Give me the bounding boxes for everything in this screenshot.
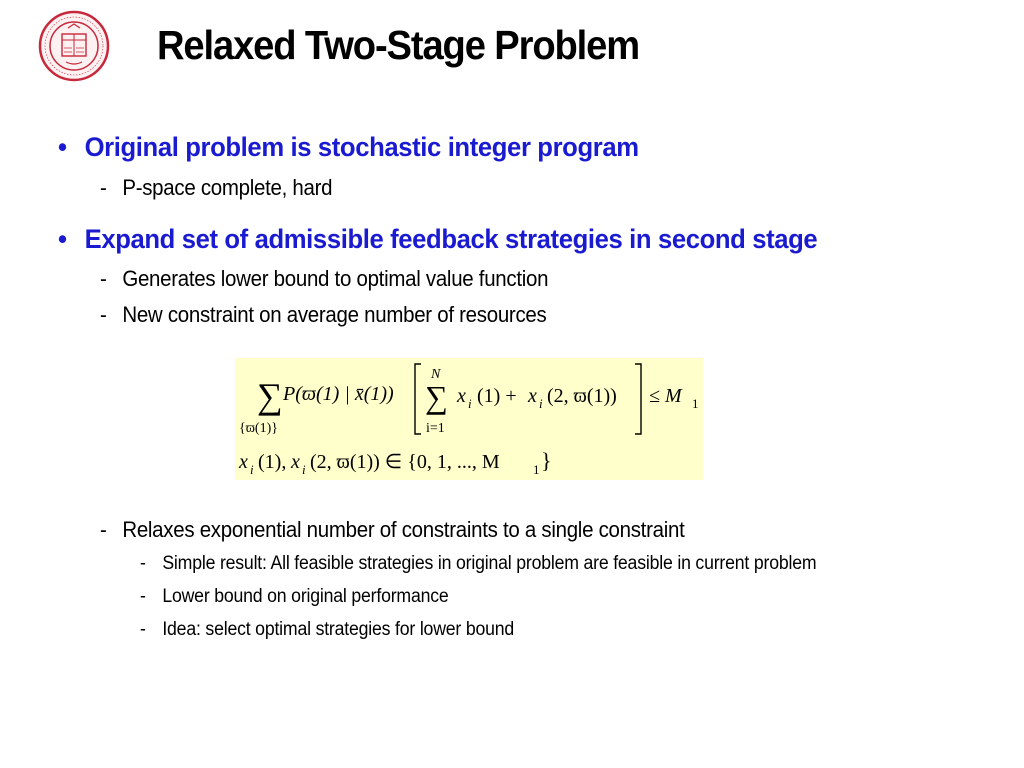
slide-title: Relaxed Two-Stage Problem — [157, 22, 640, 68]
subbullet-new-constraint: - New constraint on average number of resources — [100, 302, 547, 327]
subsub-simple-result: - Simple result: All feasible strategies in original problem are feasible in current problem — [140, 553, 817, 574]
subbullet-relaxes: - Relaxes exponential number of constraints to a single constraint — [100, 517, 685, 542]
sum-subscript: {ϖ(1)} — [239, 421, 278, 436]
x-var-2: x — [528, 385, 537, 407]
probability-expr: P(ϖ(1) | x̄(1)) — [283, 383, 394, 405]
line2-x2-sub: i — [302, 462, 306, 477]
bullet-original-problem — [58, 132, 639, 163]
bullet-text: Original problem is stochastic integer program — [84, 132, 639, 162]
constraint-formula — [235, 358, 703, 480]
sum-symbol: ∑ — [257, 376, 283, 416]
line2-x: x — [239, 451, 248, 473]
bullet-expand-set — [58, 224, 817, 255]
x-sub: i — [468, 396, 472, 411]
university-seal-logo — [38, 10, 110, 82]
line2-m-sub: 1 — [533, 462, 540, 477]
subsub-lower-bound-perf: - Lower bound on original performance — [140, 586, 449, 607]
bullet-marker: • — [58, 132, 67, 162]
x-arg-2: (2, ϖ(1)) — [547, 385, 617, 407]
subsub-idea: - Idea: select optimal strategies for lower bound — [140, 619, 515, 640]
line2-x-arg: (1), — [258, 451, 287, 473]
subbullet-p-space: - P-space complete, hard — [100, 175, 333, 200]
line2-x2-arg: (2, ϖ(1)) ∈ {0, 1, ..., M — [310, 451, 500, 473]
inner-sum-sup: N — [431, 367, 441, 382]
rhs-bound: ≤ M — [649, 385, 682, 407]
bullet-text: Expand set of admissible feedback strategies in second stage — [84, 224, 818, 254]
rhs-sub: 1 — [692, 396, 699, 411]
line2-x-sub: i — [250, 462, 254, 477]
x-arg: (1) + — [477, 385, 517, 407]
line2-x2: x — [291, 451, 300, 473]
inner-sum-symbol: ∑ — [425, 379, 448, 415]
inner-sum-sub: i=1 — [426, 421, 445, 436]
line2-close: } — [541, 448, 552, 473]
x-sub-2: i — [539, 396, 543, 411]
subbullet-lower-bound: - Generates lower bound to optimal value function — [100, 266, 549, 291]
bullet-marker: • — [58, 224, 67, 254]
x-var: x — [457, 385, 466, 407]
